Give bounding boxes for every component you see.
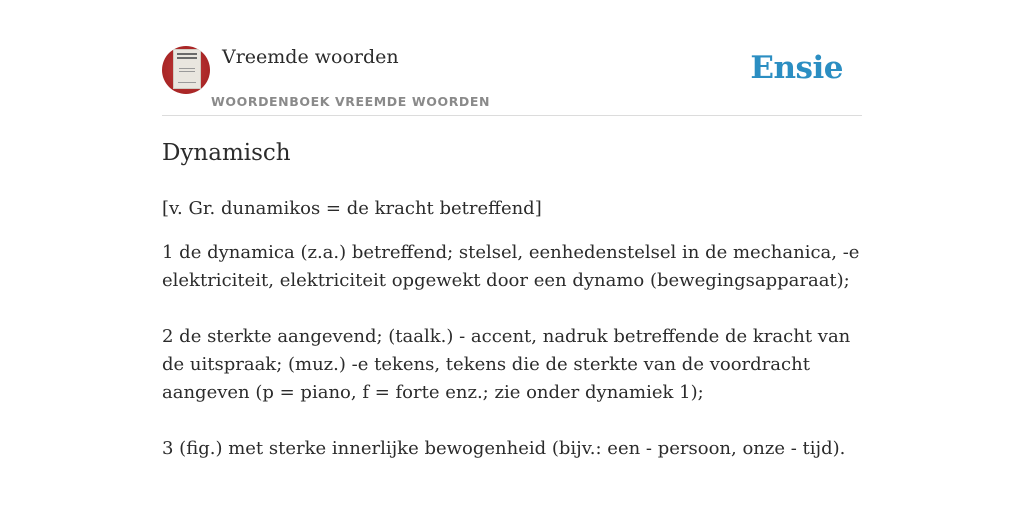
book-title-link[interactable]: Vreemde woorden bbox=[222, 46, 399, 68]
header bbox=[162, 42, 862, 116]
entry-title: Dynamisch bbox=[162, 140, 291, 166]
etymology: [v. Gr. dunamikos = de kracht betreffend] bbox=[162, 198, 542, 219]
definitions bbox=[162, 239, 862, 491]
book-cover-icon[interactable] bbox=[162, 46, 210, 94]
book-subtitle: WOORDENBOEK VREEMDE WOORDEN bbox=[211, 94, 491, 109]
definition-item: 3 (fig.) met sterke innerlijke bewogenheid (bijv.: een - persoon, onze - tijd). bbox=[162, 438, 846, 459]
entry-card bbox=[162, 42, 862, 459]
book-cover-thumbnail bbox=[173, 49, 201, 89]
definition-item: 1 de dynamica (z.a.) betreffend; stelsel, eenhedenstelsel in de mechanica, -e elektriciteit, elektriciteit opgewekt door een dynamo (bewegingsapparaat); bbox=[162, 242, 860, 291]
definition-item: 2 de sterkte aangevend; (taalk.) - accent, nadruk betreffende de kracht van de uitspraak; (muz.) -e tekens, tekens die de sterkte van de voordracht aangeven (p = piano, f = forte enz.; zie onder dynamiek 1); bbox=[162, 326, 851, 403]
brand-logo[interactable]: Ensie bbox=[750, 50, 843, 86]
